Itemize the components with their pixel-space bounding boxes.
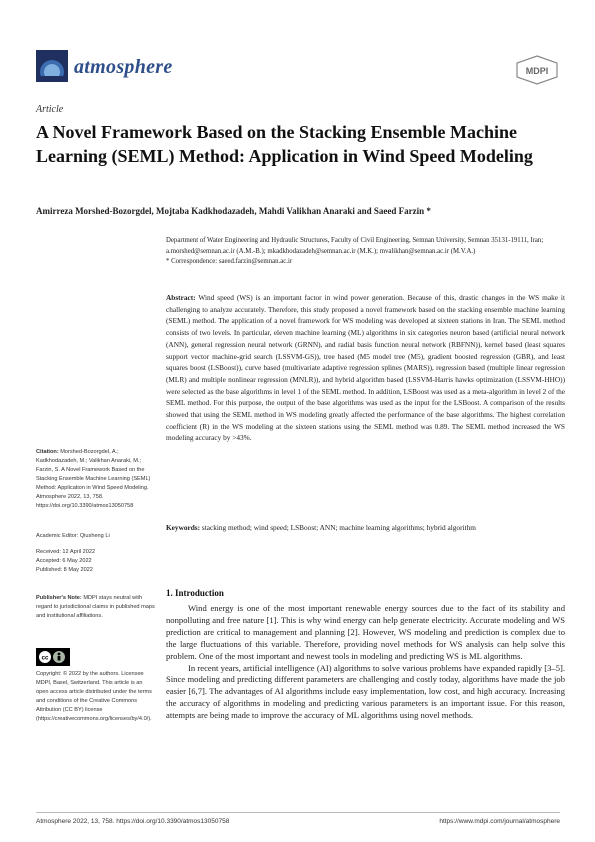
keywords [166,522,565,534]
mdpi-logo-text: MDPI [525,66,549,76]
correspondence: * Correspondence: saeed.farzin@semnan.ac.ir [166,258,293,266]
affiliation-block [166,236,566,268]
received-date: Received: 12 April 2022 [36,549,96,555]
intro-paragraph: Wind energy is one of the most important renewable energy sources due to the fact of its stability and nonpolluting and free nature [1]. This is why wind energy can help generate electricity. Accurate modeling and WS prediction are critical to management and planning [2]. However, WS modeling and prediction is complex due to the large fluctuations of this variable. Therefore, providing novel methods for WS analysis can help solve this problem. One of the most important and newest tools in modeling and predicting WS is ML algorithms. [166,603,565,661]
author-list: Amirreza Morshed-Bozorgdel, Mojtaba Kadkhodazadeh, Mahdi Valikhan Anaraki and Saeed Farzin * [36,206,431,216]
section-heading: 1. Introduction [166,588,224,598]
article-type: Article [36,104,64,115]
journal-url-link[interactable]: https://www.mdpi.com/journal/atmosphere [439,818,560,825]
keywords-label: Keywords: [166,523,201,532]
abstract-text: Wind speed (WS) is an important factor in wind power generation. Because of this, drastic changes in the WS make it challenging to analyze accurately. Therefore, this study proposed a novel framework based on the stacking ensemble machine learning (SEML) method. The application of a novel framework for WS modeling was developed at sixteen stations in Iran. The SEML method consists of two levels. In particular, eleven machine learning (ML) algorithms in six categories neuron based (artificial neural network (ANN), general regression neural network (GRNN), and radial basis function neural network (RBFNN)), kernel based (least squares support vector machine-grid search (LSSVM-GS)), tree based (M5 model tree (M5), gradient boosted regression (GBR), and least squares boost (LSBoost)), curve based (multivariate adaptive regression splines (MARS)), regression based (multiple linear regression (MLR) and multiple nonlinear regression (MNLR)), and hybrid algorithm based (LSSVM-Harris hawks optimization (LSSVM-HHO)) were selected as the base algorithms in level 1 of the SEML method. In addition, LSBoost was used as a meta-algorithm in level 2 of the SEML method. For this purpose, the output of the base algorithms was used as the input for the LSBoost. A comparison of the results showed that using the SEML method in WS modeling greatly affected the performance of the base algorithms. The highest correlation coefficient (R) in the WS modeling at the sixteen stations using the SEML method was 0.89. The SEML method increased the WS modeling accuracy by >43%. [166,293,565,443]
abstract-label: Abstract: [166,293,196,302]
accepted-date: Accepted: 6 May 2022 [36,558,92,564]
mdpi-logo [515,55,559,85]
publisher-note-text: MDPI stays neutral with regard to jurisdictional claims in published maps and institutional affiliations. [36,595,155,619]
publisher-note-label: Publisher's Note: [36,595,82,601]
abstract [166,292,565,444]
citation-label: Citation: [36,449,59,455]
intro-paragraph: In recent years, artificial intelligence (AI) algorithms to solve various problems have expanded rapidly [3–5]. Since modeling and predicting different parameters are challenging and costly today, algorithms have made the job easier [6,7]. The advantages of AI algorithms include easy implementation, low cost, and high accuracy. Increasing the accuracy of algorithms in modeling and predicting various parameters is an important issue. For this reason, attempts are being made to improve the accuracy of ML algorithms using novel methods. [166,662,565,721]
journal-logo-icon [36,50,68,82]
citation-block [36,448,156,511]
publication-dates [36,548,156,575]
publisher-note [36,594,156,621]
introduction-body [166,603,565,722]
affiliation-text: Department of Water Engineering and Hydraulic Structures, Faculty of Civil Engineering, Semnan University, Semnan 35131-19111, Iran; a.morshed@semnan.ac.ir (A.M.-B.); mkadkhodazadeh@semnan.ac.ir (M.K.); mvalikhan@semnan.ac.ir (M.V.A.) [166,237,544,255]
footer-divider [36,812,560,813]
paper-title: A Novel Framework Based on the Stacking Ensemble Machine Learning (SEML) Method: Application in Wind Speed Modeling [36,122,533,166]
academic-editor: Academic Editor: Qiusheng Li [36,533,110,539]
journal-name: atmosphere [74,56,173,78]
svg-text:cc: cc [41,655,49,662]
citation-text: Morshed-Bozorgdel, A.; Kadkhodazadeh, M.; Valikhan Anaraki, M.; Farzin, S. A Novel Framework Based on the Stacking Ensemble Machine Learning (SEML) Method: Application in Wind Speed Modeling. Atmosphere 2022, 13, 758. https://doi.org/10.3390/atmos13050758 [36,449,151,509]
keywords-text: stacking method; wind speed; LSBoost; ANN; machine learning algorithms; hybrid algorithm [201,523,476,532]
cc-license-icon[interactable] [36,648,70,666]
published-date: Published: 8 May 2022 [36,567,93,573]
copyright-notice: Copyright: © 2022 by the authors. Licensee MDPI, Basel, Switzerland. This article is an open access article distributed under the terms and conditions of the Creative Commons Attribution (CC BY) license (https://creativecommons.org/licenses/by/4.0/). [36,671,152,722]
footer-citation: Atmosphere 2022, 13, 758. https://doi.org/10.3390/atmos13050758 [36,818,230,825]
